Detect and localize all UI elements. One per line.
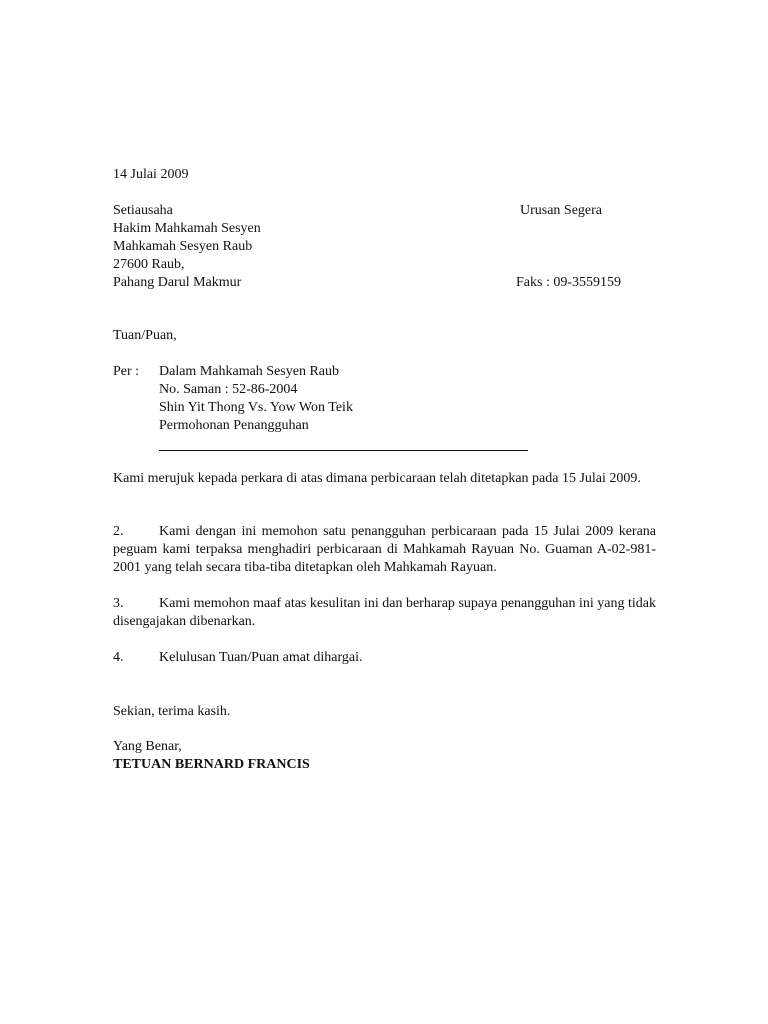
paragraph-3-number: 3.	[113, 596, 124, 611]
closing-firm-name: TETUAN BERNARD FRANCIS	[113, 757, 310, 772]
paragraph-4-text: Kelulusan Tuan/Puan amat dihargai.	[159, 650, 363, 665]
priority-label: Urusan Segera	[520, 203, 603, 218]
salutation: Tuan/Puan,	[113, 328, 177, 343]
closing-thanks: Sekian, terima kasih.	[113, 704, 231, 719]
subject-label: Per :	[113, 364, 140, 379]
paragraph-2-number: 2.	[113, 524, 124, 539]
subject-underline	[159, 450, 528, 451]
paragraph-4	[113, 649, 656, 667]
recipient-line-4: 27600 Raub,	[113, 257, 185, 272]
letter-date: 14 Julai 2009	[113, 167, 189, 182]
fax-number: Faks : 09-3559159	[516, 275, 621, 290]
paragraph-2-text: Kami dengan ini memohon satu penangguhan perbicaraan pada 15 Julai 2009 kerana peguam kami terpaksa menghadiri perbicaraan di Mahkamah Rayuan No. Guaman A-02-981-2001 yang telah secara tiba-tiba ditetapkan oleh Mahkamah Rayuan.	[113, 524, 656, 575]
paragraph-4-number: 4.	[113, 650, 124, 665]
paragraph-3-text: Kami memohon maaf atas kesulitan ini dan berharap supaya penangguhan ini yang tidak disengajakan dibenarkan.	[113, 596, 656, 629]
paragraph-3	[113, 595, 656, 631]
recipient-line-5: Pahang Darul Makmur	[113, 275, 242, 290]
subject-line-1: Dalam Mahkamah Sesyen Raub	[159, 364, 340, 379]
subject-line-4: Permohonan Penangguhan	[159, 418, 309, 433]
recipient-line-2: Hakim Mahkamah Sesyen	[113, 221, 261, 236]
recipient-line-1: Setiausaha	[113, 203, 173, 218]
subject-line-2: No. Saman : 52-86-2004	[159, 382, 298, 397]
recipient-line-3: Mahkamah Sesyen Raub	[113, 239, 253, 254]
paragraph-2	[113, 523, 656, 577]
subject-line-3: Shin Yit Thong Vs. Yow Won Teik	[159, 400, 353, 415]
paragraph-1: Kami merujuk kepada perkara di atas dimana perbicaraan telah ditetapkan pada 15 Julai 2009.	[113, 471, 641, 486]
closing-signoff: Yang Benar,	[113, 739, 182, 754]
